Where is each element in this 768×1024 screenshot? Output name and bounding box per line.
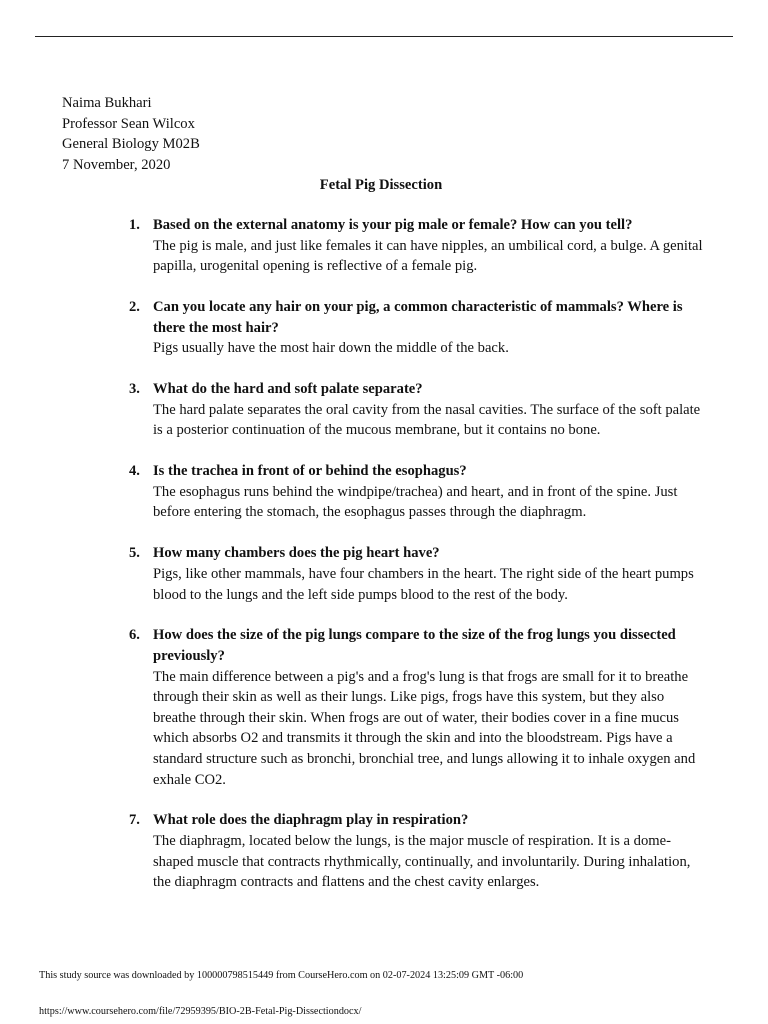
question-number: 3. — [129, 381, 140, 398]
question-number: 4. — [129, 463, 140, 480]
question-item — [120, 215, 710, 277]
question-text: Can you locate any hair on your pig, a common characteristic of mammals? Where is there the most hair? — [153, 299, 683, 336]
question-item — [120, 810, 710, 892]
student-name: Naima Bukhari — [62, 95, 152, 111]
question-text: Is the trachea in front of or behind the esophagus? — [153, 463, 467, 480]
question-number: 5. — [129, 545, 140, 562]
answer-text: Pigs, like other mammals, have four chambers in the heart. The right side of the heart pumps blood to the lungs and the left side pumps blood to the rest of the body. — [153, 565, 694, 603]
answer-text: The diaphragm, located below the lungs, is the major muscle of respiration. It is a dome-shaped muscle that contracts rhythmically, continually, and involuntarily. During inhalation, the diaphragm contracts and flattens and the chest cavity enlarges. — [153, 833, 691, 891]
question-item — [120, 297, 710, 359]
question-item — [120, 379, 710, 441]
answer-text: The main difference between a pig's and a frog's lung is that frogs are small for it to breathe through their skin as well as their lungs. Like pigs, frogs have this system, but they also breathe through their skin. When frogs are out of water, their bodies cover in a fine mucus which absorbs O2 and transmits it through the skin and into the bloodstream. Pigs have a standard structure such as bronchi, bronchial tree, and lungs allowing it to inhale oxygen and exhale CO2. — [153, 668, 696, 788]
question-text: How does the size of the pig lungs compare to the size of the frog lungs you dissected previously? — [153, 627, 676, 664]
document-date: 7 November, 2020 — [62, 156, 171, 173]
question-number: 2. — [129, 299, 140, 316]
question-text: What role does the diaphragm play in respiration? — [153, 812, 469, 829]
answer-text: The pig is male, and just like females it can have nipples, an umbilical cord, a bulge. A genital papilla, urogenital opening is reflective of a female pig. — [153, 237, 703, 275]
question-number: 7. — [129, 812, 140, 829]
document-title: Fetal Pig Dissection — [319, 177, 443, 193]
question-text: What do the hard and soft palate separate? — [153, 381, 423, 398]
question-item — [120, 625, 710, 790]
course-name: General Biology M02B — [62, 136, 200, 152]
question-list — [120, 215, 710, 913]
answer-text: The hard palate separates the oral cavity from the nasal cavities. The surface of the soft palate is a posterior continuation of the mucous membrane, but it contains no bone. — [153, 401, 701, 439]
top-divider — [35, 36, 733, 37]
answer-text: Pigs usually have the most hair down the middle of the back. — [153, 340, 509, 357]
download-notice: This study source was downloaded by 100000798515449 from CourseHero.com on 02-07-2024 13:25:09 GMT -06:00 — [39, 970, 524, 981]
question-text: How many chambers does the pig heart have? — [153, 545, 440, 562]
source-url[interactable]: https://www.coursehero.com/file/72959395/BIO-2B-Fetal-Pig-Dissectiondocx/ — [39, 1006, 362, 1017]
question-text: Based on the external anatomy is your pig male or female? How can you tell? — [153, 217, 633, 233]
question-item — [120, 543, 710, 605]
answer-text: The esophagus runs behind the windpipe/trachea) and heart, and in front of the spine. Just before entering the stomach, the esophagus passes through the diaphragm. — [153, 483, 678, 521]
question-item — [120, 461, 710, 523]
question-number: 1. — [129, 217, 140, 233]
question-number: 6. — [129, 627, 140, 644]
professor-name: Professor Sean Wilcox — [62, 115, 195, 132]
document-header — [62, 93, 200, 175]
